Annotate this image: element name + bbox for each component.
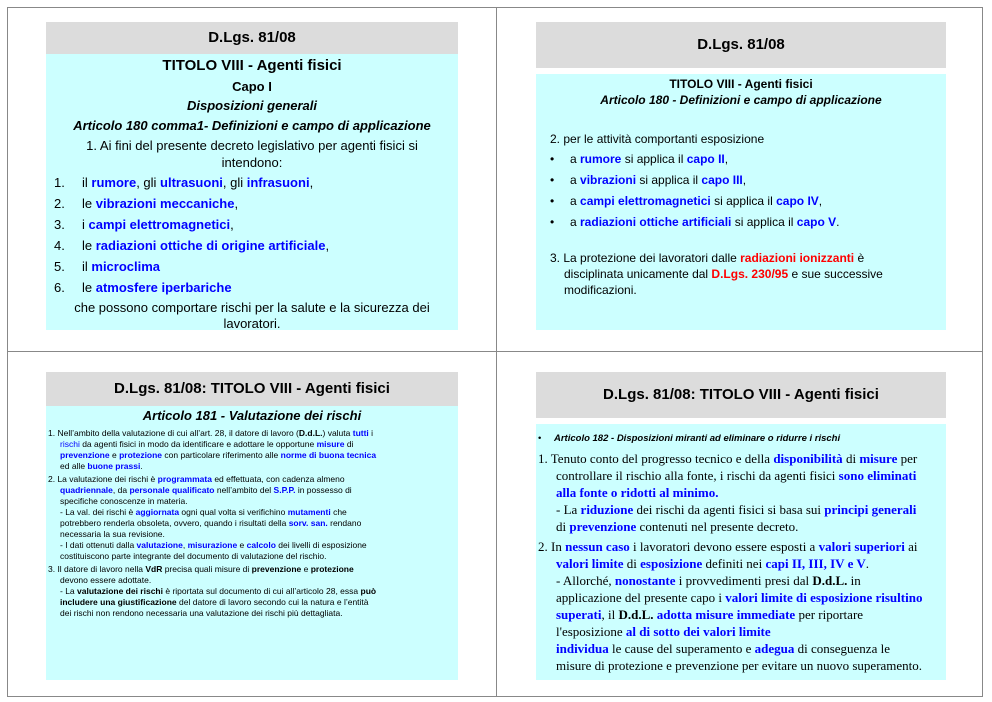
text: i lavoratori devono essere esposti a: [629, 539, 819, 554]
text: , da: [112, 485, 130, 495]
text: ,: [724, 152, 729, 166]
text: ,: [309, 175, 314, 190]
text: si applica il: [710, 194, 777, 208]
term: misure: [859, 451, 898, 466]
term: programmata: [157, 474, 212, 484]
term: vibrazioni: [580, 173, 637, 187]
item-number: 6.: [54, 280, 65, 295]
text: 1. Nell’ambito della valutazione di cui all’art. 28, il datore di lavoro (: [48, 428, 299, 438]
text: il: [82, 175, 92, 190]
paragraph-line: [48, 564, 354, 574]
item-number: 3.: [54, 217, 65, 232]
term: misure: [316, 439, 345, 449]
text: ,: [818, 194, 823, 208]
term: campi elettromagnetici: [88, 217, 231, 232]
text: e sue successive: [788, 267, 883, 281]
term: sono eliminati: [838, 468, 917, 483]
text: di: [344, 439, 354, 449]
slide-4-body: [536, 424, 946, 680]
paragraph-line: [60, 597, 369, 607]
text: con particolare riferimento alle: [162, 450, 281, 460]
text: è riportata sul documento di cui all’articolo 28, essa: [163, 586, 361, 596]
text: ,: [234, 196, 239, 211]
vertical-divider: [496, 7, 497, 697]
text: ,: [182, 540, 188, 550]
horizontal-divider: [7, 351, 983, 352]
list-item: [550, 215, 839, 229]
term: rischi: [60, 439, 80, 449]
text: è: [854, 251, 865, 265]
text: , il: [601, 607, 619, 622]
paragraph-line: specifiche conoscenze in materia.: [60, 496, 188, 506]
text: - Allorché,: [556, 573, 615, 588]
slide-1-intro-line-1: 1. Ai fini del presente decreto legislativo per agenti fisici si: [86, 138, 418, 153]
text: di: [623, 556, 641, 571]
term: atmosfere iperbariche: [95, 280, 232, 295]
text: da agenti fisici in modo da identificare e adottare le opportune: [79, 439, 317, 449]
text: - La val. dei rischi è: [60, 507, 136, 517]
paragraph-line: [556, 468, 916, 484]
list-item: [54, 217, 234, 232]
text: controllare il rischio alla fonte, i rischi da agenti fisici: [556, 468, 839, 483]
slide-2-paragraph-2: 2. per le attività comportanti esposizione: [550, 132, 765, 146]
slide-1-intro-line-2: intendono:: [221, 155, 283, 170]
term: può: [360, 586, 377, 596]
term: nessun caso: [565, 539, 630, 554]
item-number: 2.: [54, 196, 65, 211]
text: ,: [742, 173, 747, 187]
paragraph-line: [60, 507, 347, 517]
term: capi II, III, IV e V: [765, 556, 866, 571]
term: capo II: [686, 152, 725, 166]
slide-2-article: Articolo 180 - Definizioni e campo di applicazione: [600, 93, 882, 107]
slide-4-title: D.Lgs. 81/08: TITOLO VIII - Agenti fisici: [536, 372, 946, 418]
text: e: [301, 564, 311, 574]
term: prevenzione: [251, 564, 302, 574]
list-item: [54, 280, 232, 295]
term: aggiornata: [135, 507, 180, 517]
term: campi elettromagnetici: [580, 194, 711, 208]
slide-3: [46, 372, 458, 680]
text: ed effettuata, con cadenza almeno: [211, 474, 345, 484]
slide-3-body: [46, 406, 458, 680]
term: valutazione dei rischi: [77, 586, 163, 596]
paragraph-line: alla fonte o ridotti al minimo.: [556, 485, 719, 500]
term: adotta misure immediate: [656, 607, 796, 622]
bullet: •: [538, 433, 542, 444]
term: norme di buona tecnica: [280, 450, 377, 460]
term: riduzione: [580, 502, 634, 517]
text: nell’ambito del: [214, 485, 274, 495]
item-number: 1.: [54, 175, 65, 190]
text: 3. La protezione dei lavoratori dalle: [550, 251, 741, 265]
text: per riportare: [795, 607, 864, 622]
term: radiazioni ottiche artificiali: [580, 215, 732, 229]
term: capo V: [796, 215, 837, 229]
text: di: [842, 451, 860, 466]
paragraph-line: [556, 519, 798, 535]
paragraph-line: [556, 502, 916, 518]
term: valori superiori: [818, 539, 905, 554]
list-item: [54, 259, 160, 274]
text: ed alle: [60, 461, 88, 471]
slide-1-disposizioni: Disposizioni generali: [186, 98, 318, 113]
text: .: [140, 461, 143, 471]
item-number: 5.: [54, 259, 65, 274]
paragraph-line: [556, 641, 890, 657]
text: in possesso di: [295, 485, 352, 495]
item-number: 4.: [54, 238, 65, 253]
slide-1-title: D.Lgs. 81/08: [46, 22, 458, 54]
text: di: [556, 519, 570, 534]
term: calcolo: [246, 540, 276, 550]
text: .: [836, 215, 840, 229]
slide-1-heading: TITOLO VIII - Agenti fisici: [162, 57, 342, 74]
term: includere una giustificazione: [60, 597, 177, 607]
text: a: [570, 152, 581, 166]
term: infrasuoni: [246, 175, 310, 190]
term: radiazioni ionizzanti: [740, 251, 855, 265]
term: D.d.L.: [812, 573, 848, 588]
term: prevenzione: [60, 450, 110, 460]
term: misurazione: [187, 540, 238, 550]
text: le: [82, 280, 96, 295]
text: potrebbero renderla obsoleta, ovvero, quando i risultati della: [60, 518, 289, 528]
text: ai: [904, 539, 918, 554]
text: si applica il: [621, 152, 687, 166]
term: adegua: [754, 641, 795, 656]
term: mutamenti: [287, 507, 331, 517]
text: - La: [60, 586, 78, 596]
slide-3-title: D.Lgs. 81/08: TITOLO VIII - Agenti fisici: [46, 372, 458, 406]
text: che: [330, 507, 347, 517]
paragraph-line: necessaria la sua revisione.: [60, 529, 165, 539]
term: VdR: [145, 564, 163, 574]
term: capo IV: [776, 194, 819, 208]
text: 2. La valutazione dei rischi è: [48, 474, 158, 484]
paragraph-line: costituiscono parte integrante del documento di valutazione del rischio.: [60, 551, 327, 561]
slide-1: [46, 22, 458, 330]
slide-1-closing-line-2: lavoratori.: [223, 316, 281, 331]
slide-2: [536, 22, 946, 330]
term: protezione: [310, 564, 354, 574]
slide-2-heading: TITOLO VIII - Agenti fisici: [669, 77, 813, 91]
text: si applica il: [636, 173, 702, 187]
list-item: [550, 173, 746, 187]
term: D.d.L.: [298, 428, 323, 438]
term: sorv. san.: [288, 518, 328, 528]
text: e: [237, 540, 247, 550]
term: tutti: [352, 428, 369, 438]
slide-4: [536, 372, 946, 680]
term: disponibilità: [773, 451, 843, 466]
slide-2-body: [536, 74, 946, 330]
term: capo III: [701, 173, 743, 187]
text: le cause del superamento e: [608, 641, 755, 656]
text: ) valuta: [322, 428, 353, 438]
text: definiti nei: [702, 556, 766, 571]
paragraph-line: devono essere adottate.: [60, 575, 152, 585]
term: al di sotto dei valori limite: [625, 624, 771, 639]
term: valori limite di esposizione risultino: [725, 590, 923, 605]
term: vibrazioni meccaniche: [95, 196, 235, 211]
term: valutazione: [136, 540, 183, 550]
term: D.d.L.: [618, 607, 654, 622]
bullet: •: [550, 152, 555, 166]
paragraph-line: [538, 451, 917, 467]
term: microclima: [91, 259, 161, 274]
term: superati: [556, 607, 602, 622]
text: dei livelli di esposizione: [275, 540, 367, 550]
text: e: [109, 450, 120, 460]
text: di conseguenza le: [794, 641, 890, 656]
text: l'esposizione: [556, 624, 626, 639]
text: i: [82, 217, 89, 232]
slide-2-paragraph-3-line-3: modificazioni.: [564, 283, 637, 297]
paragraph-line: [60, 439, 353, 449]
slide-2-paragraph-3-line-2: [564, 267, 883, 281]
term: nonostante: [614, 573, 676, 588]
list-item: [550, 152, 728, 166]
text: i: [368, 428, 374, 438]
term: principi generali: [824, 502, 917, 517]
paragraph-line: [60, 540, 367, 550]
text: applicazione del presente capo i: [556, 590, 726, 605]
paragraph-line: misure di protezione e prevenzione per evitare un nuovo superamento.: [556, 658, 923, 673]
term: rumore: [580, 152, 622, 166]
paragraph-line: [556, 607, 863, 623]
bullet: •: [550, 173, 555, 187]
term: prevenzione: [569, 519, 637, 534]
text: ,: [230, 217, 234, 232]
text: contenuti nel presente decreto.: [636, 519, 799, 534]
paragraph-line: [556, 556, 869, 572]
term: esposizione: [640, 556, 703, 571]
list-item: [550, 194, 822, 208]
text: ,: [325, 238, 330, 253]
text: rendano: [327, 518, 362, 528]
term: personale qualificato: [129, 485, 215, 495]
text: 2. In: [538, 539, 566, 554]
text: - I dati ottenuti dalla: [60, 540, 137, 550]
text: del datore di lavoro secondo cui la natura e l’entità: [176, 597, 369, 607]
paragraph-line: [60, 485, 352, 495]
text: le: [82, 196, 96, 211]
slide-1-article: Articolo 180 comma1- Definizioni e campo di applicazione: [73, 118, 431, 133]
text: - La: [556, 502, 581, 517]
text: a: [570, 173, 581, 187]
term: S.P.P.: [273, 485, 296, 495]
slide-1-capo: Capo I: [232, 79, 272, 94]
paragraph-line: dei rischi non rendono necessaria una valutazione dei rischi più dettagliata.: [60, 608, 343, 618]
term: ultrasuoni: [160, 175, 223, 190]
text: a: [570, 194, 581, 208]
paragraph-line: [60, 518, 361, 528]
paragraph-line: [48, 428, 373, 438]
slide-2-title: D.Lgs. 81/08: [536, 22, 946, 68]
list-item: [54, 238, 329, 253]
paragraph-line: [556, 573, 861, 589]
term: rumore: [91, 175, 137, 190]
text: il: [82, 259, 92, 274]
text: le: [82, 238, 96, 253]
paragraph-line: [60, 461, 143, 471]
paragraph-line: [48, 474, 345, 484]
paragraph-line: [60, 450, 376, 460]
text: ogni qual volta si verifichino: [179, 507, 288, 517]
list-item: [54, 196, 238, 211]
text: 3. Il datore di lavoro nella: [48, 564, 146, 574]
term: radiazioni ottiche di origine artificiale: [95, 238, 326, 253]
slide-1-closing-line-1: che possono comportare rischi per la salute e la sicurezza dei: [74, 300, 430, 315]
text: per: [897, 451, 918, 466]
text: precisa quali misure di: [162, 564, 252, 574]
bullet: •: [550, 215, 555, 229]
bullet: •: [550, 194, 555, 208]
paragraph-line: [538, 539, 918, 555]
term: buone prassi: [87, 461, 141, 471]
paragraph-line: [556, 590, 922, 606]
list-item: [54, 175, 313, 190]
term: quadriennale: [60, 485, 113, 495]
text: , gli: [136, 175, 161, 190]
paragraph-line: [60, 586, 376, 596]
term: protezione: [119, 450, 163, 460]
text: disciplinata unicamente dal: [564, 267, 712, 281]
paragraph-line: [556, 624, 771, 640]
slide-1-body: [46, 54, 458, 330]
text: .: [865, 556, 869, 571]
text: i provvedimenti presi dal: [675, 573, 813, 588]
slide-2-paragraph-3-line-1: [550, 251, 864, 265]
text: a: [570, 215, 581, 229]
text: si applica il: [731, 215, 797, 229]
text: 1. Tenuto conto del progresso tecnico e della: [538, 451, 774, 466]
term: individua: [556, 641, 609, 656]
slide-3-article: Articolo 181 - Valutazione dei rischi: [142, 408, 362, 423]
text: in: [847, 573, 861, 588]
text: dei rischi da agenti fisici si basa sui: [633, 502, 825, 517]
term: Articolo 182 - Disposizioni miranti ad eliminare o ridurre i rischi: [554, 433, 841, 444]
text: , gli: [222, 175, 247, 190]
term: valori limite: [556, 556, 624, 571]
slide-4-text: [536, 424, 946, 680]
term: D.Lgs. 230/95: [711, 267, 789, 281]
